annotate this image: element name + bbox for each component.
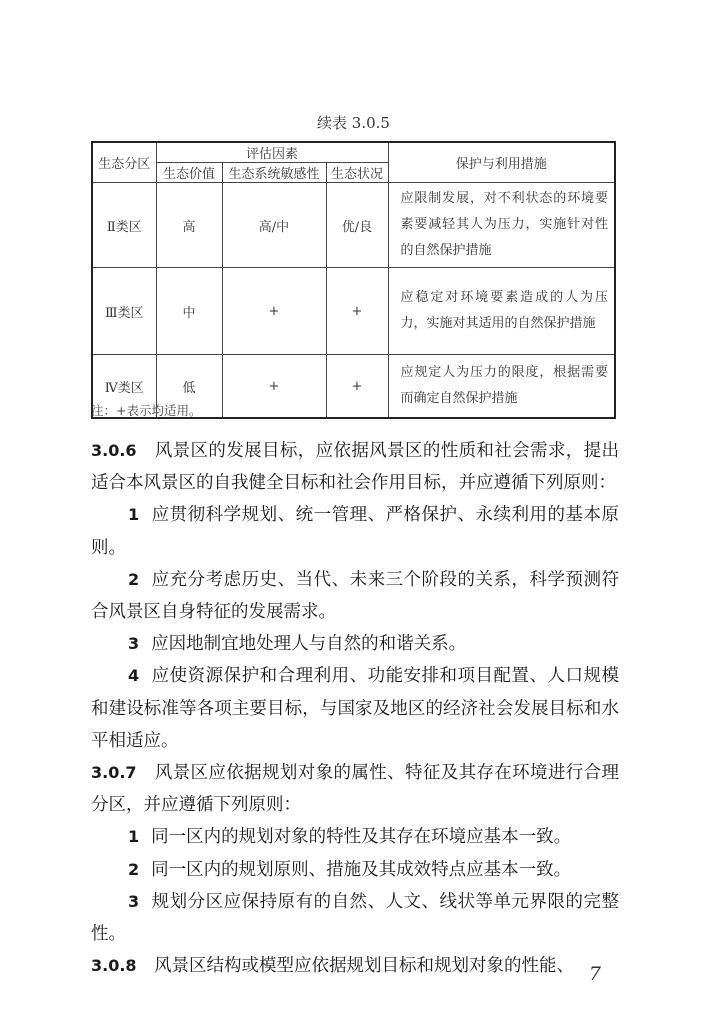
header-measures: 保护与利用措施 — [388, 142, 615, 183]
cell-status: 优/良 — [326, 183, 388, 268]
item-text: 同一区内的规划原则、措施及其成效特点应基本一致。 — [151, 859, 572, 880]
clause-3-0-6 — [91, 435, 619, 499]
list-item — [91, 499, 619, 563]
list-item — [91, 854, 619, 886]
item-number: 3 — [128, 891, 140, 911]
header-value: 生态价值 — [156, 163, 222, 183]
item-number: 3 — [128, 634, 140, 654]
cell-status: + — [326, 268, 388, 355]
list-item — [91, 821, 619, 853]
table-row — [92, 268, 615, 355]
cell-zone: Ⅱ类区 — [92, 183, 156, 268]
header-status: 生态状况 — [326, 163, 388, 183]
item-text: 应使资源保护和合理利用、功能安排和项目配置、人口规模和建设标准等各项主要目标，与国家及地区的经济社会发展目标和水平相适应。 — [91, 666, 619, 751]
cell-measures: 应限制发展，对不利状态的环境要素要减轻其人为压力，实施针对性的自然保护措施 — [388, 183, 615, 268]
item-number: 1 — [128, 505, 140, 525]
body-text — [91, 435, 619, 982]
cell-value: 中 — [156, 268, 222, 355]
clause-number: 3.0.7 — [91, 763, 137, 783]
header-zone: 生态分区 — [92, 142, 156, 183]
item-number: 1 — [128, 827, 140, 847]
clause-text: 风景区应依据规划对象的属性、特征及其存在环境进行合理分区，并应遵循下列原则： — [91, 763, 620, 816]
table-note: 注：+表示均适用。 — [91, 403, 202, 418]
cell-zone: Ⅳ类区 — [92, 355, 156, 419]
item-number: 2 — [128, 859, 140, 879]
clause-3-0-7 — [91, 757, 619, 821]
clause-3-0-8 — [91, 950, 619, 982]
page-number: 7 — [588, 963, 601, 985]
item-number: 4 — [128, 666, 140, 686]
cell-measures: 应规定人为压力的限度，根据需要而确定自然保护措施 — [388, 355, 615, 419]
ecological-zone-table — [91, 141, 616, 419]
list-item — [91, 564, 619, 628]
item-number: 2 — [128, 569, 140, 589]
cell-measures: 应稳定对环境要素造成的人为压力，实施对其适用的自然保护措施 — [388, 268, 615, 355]
cell-value: 高 — [156, 183, 222, 268]
header-factors: 评估因素 — [156, 142, 388, 163]
clause-number: 3.0.6 — [91, 441, 137, 460]
clause-text: 风景区的发展目标，应依据风景区的性质和社会需求，提出适合本风景区的自我健全目标和社会作用目标，并应遵循下列原则： — [91, 441, 620, 494]
item-text: 规划分区应保持原有的自然、人文、线状等单元界限的完整性。 — [91, 891, 619, 945]
item-text: 应因地制宜地处理人与自然的和谐关系。 — [151, 634, 467, 655]
item-text: 应贯彻科学规划、统一管理、严格保护、永续利用的基本原则。 — [91, 505, 619, 558]
list-item — [91, 660, 619, 757]
cell-status: + — [326, 355, 388, 419]
header-sensitivity: 生态系统敏感性 — [222, 163, 326, 183]
table-row — [92, 183, 615, 268]
clause-number: 3.0.8 — [91, 956, 137, 976]
clause-text: 风景区结构或模型应依据规划目标和规划对象的性能、 — [154, 956, 575, 977]
cell-zone: Ⅲ类区 — [92, 268, 156, 355]
cell-value: 低 — [156, 355, 222, 419]
list-item — [91, 628, 619, 660]
cell-sensitivity: + — [222, 355, 326, 419]
item-text: 同一区内的规划对象的特性及其存在环境应基本一致。 — [151, 827, 572, 848]
table-header-row — [92, 142, 615, 163]
cell-sensitivity: + — [222, 268, 326, 355]
item-text: 应充分考虑历史、当代、未来三个阶段的关系，科学预测符合风景区自身特征的发展需求。 — [91, 569, 619, 623]
table-caption: 续表 3.0.5 — [317, 114, 390, 132]
list-item — [91, 886, 619, 950]
cell-sensitivity: 高/中 — [222, 183, 326, 268]
